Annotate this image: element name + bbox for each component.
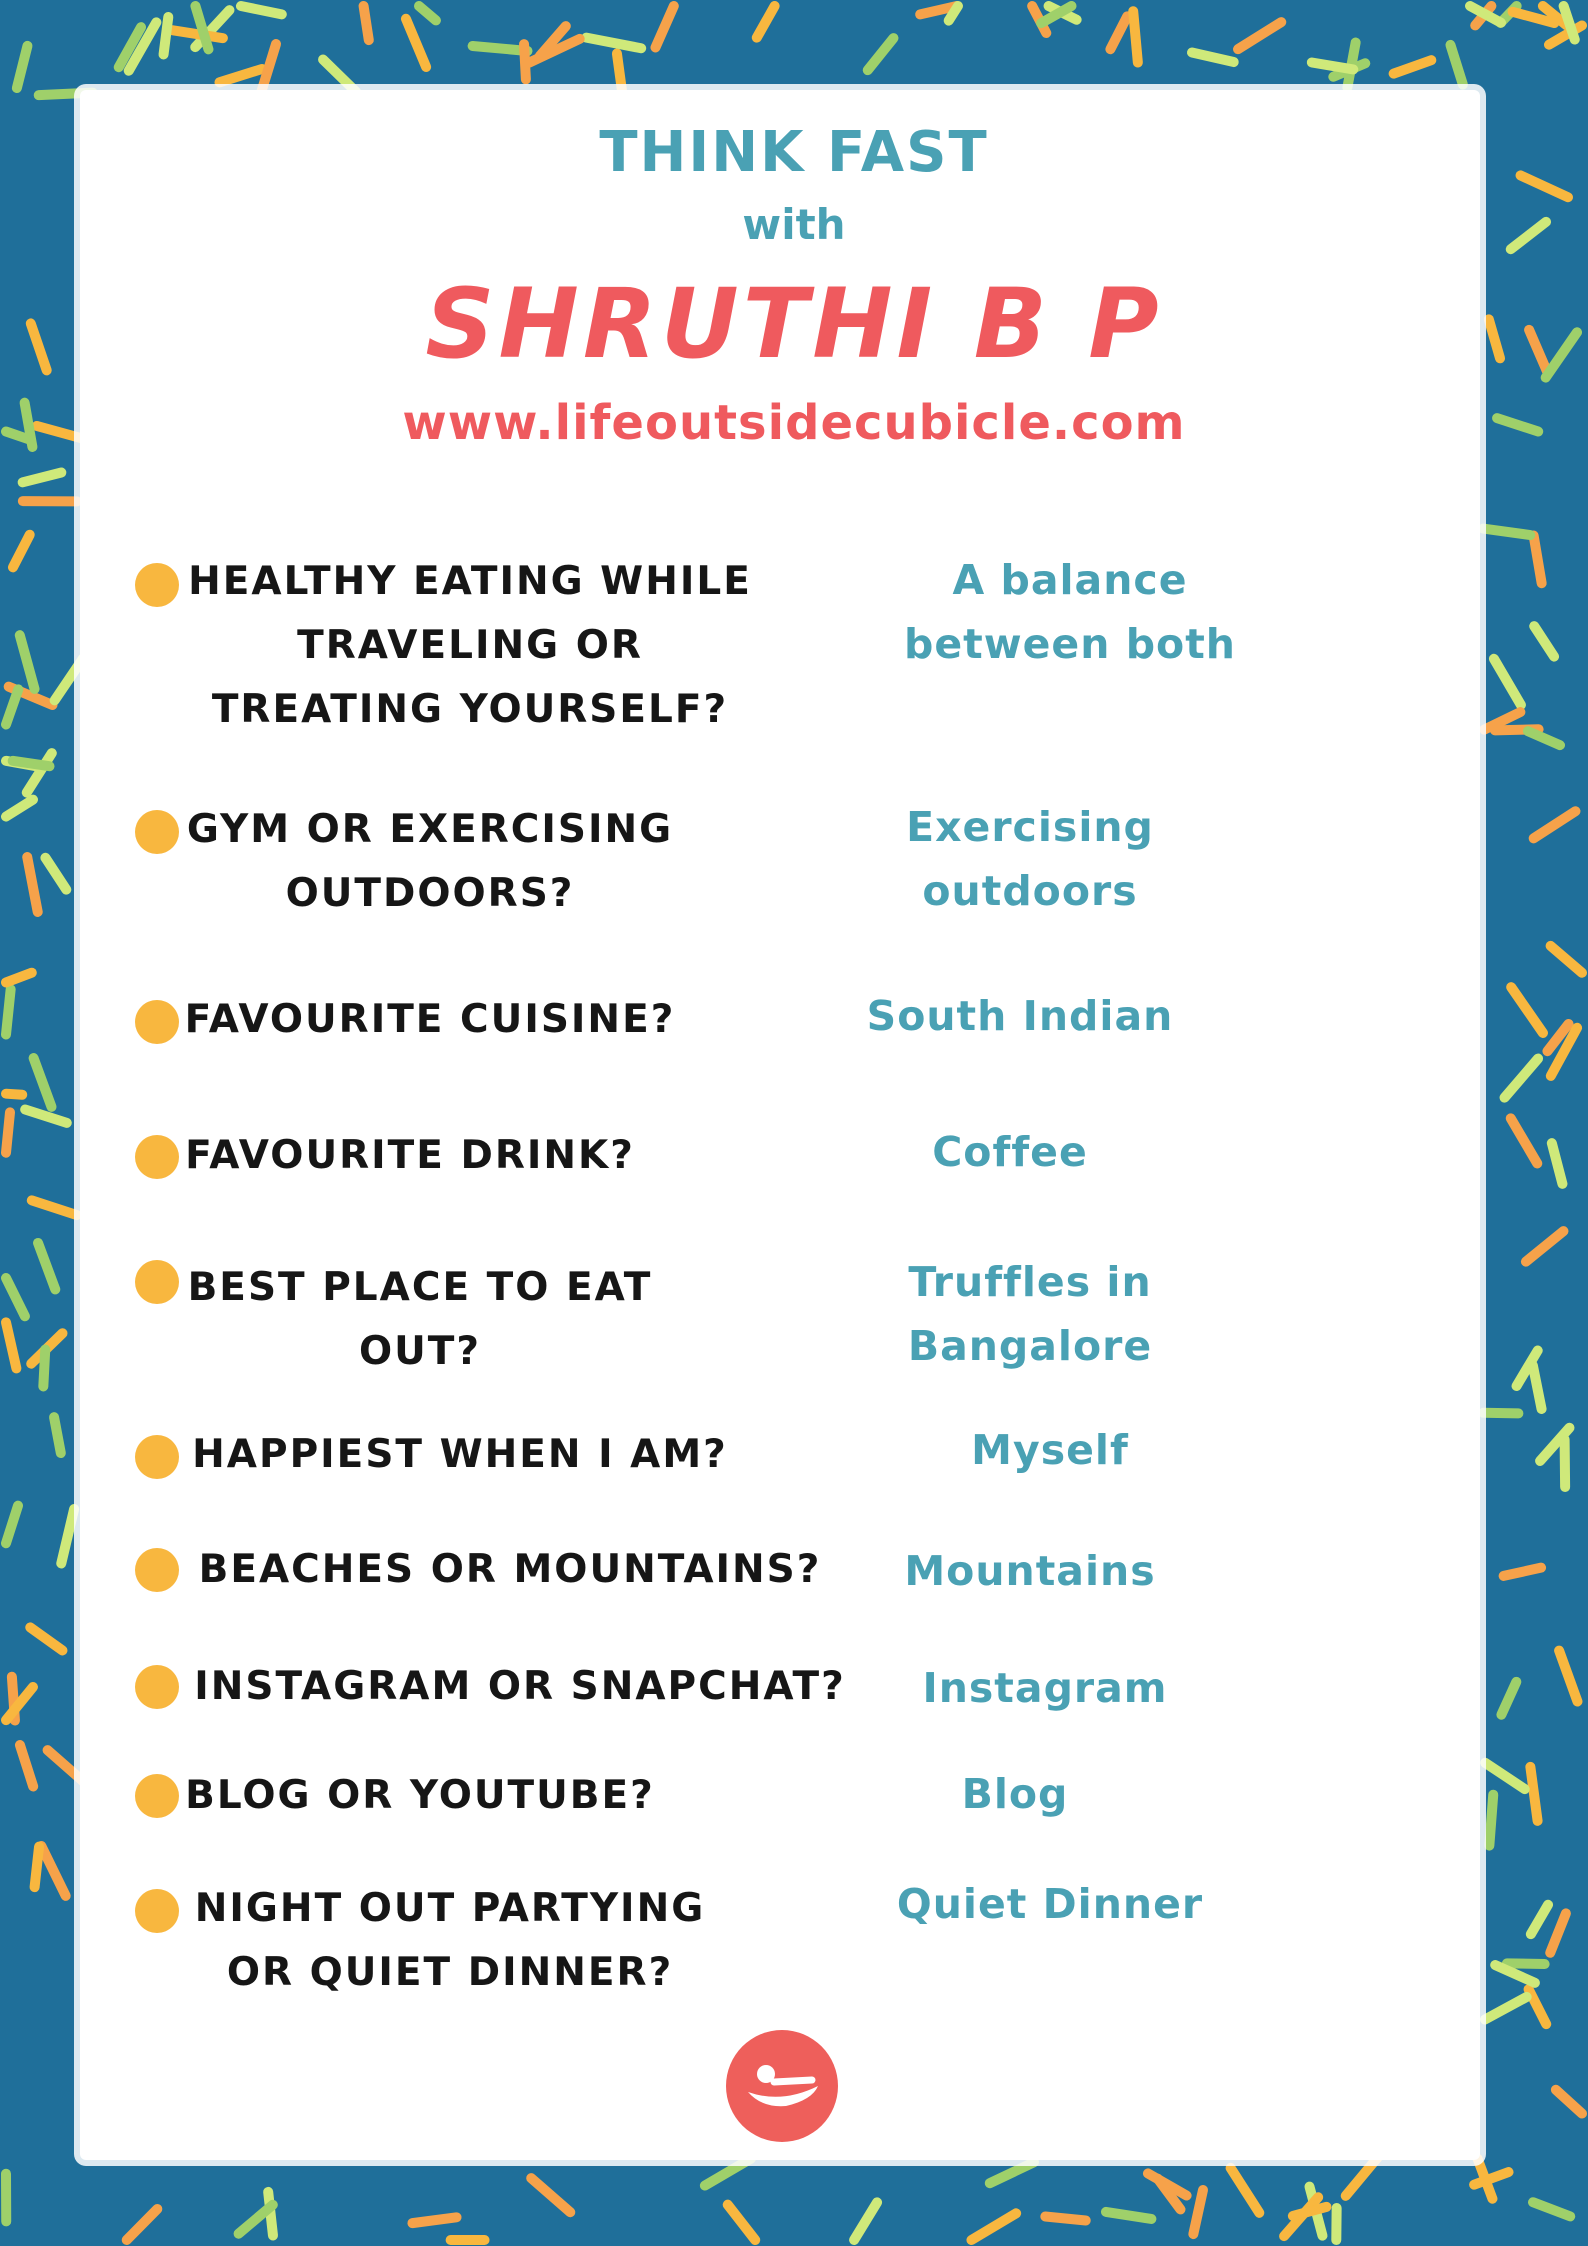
- confetti-sprinkle: [1483, 1413, 1518, 1414]
- confetti-sprinkle: [412, 2217, 456, 2223]
- reclining-person-logo-icon: [726, 2030, 838, 2142]
- confetti-sprinkle: [1533, 2202, 1570, 2216]
- answer-text: South Indian: [866, 992, 1174, 1040]
- confetti-sprinkle: [241, 6, 282, 14]
- confetti-sprinkle: [6, 1322, 16, 1368]
- confetti-sprinkle: [164, 17, 169, 54]
- confetti-sprinkle: [1511, 1118, 1537, 1163]
- confetti-sprinkle: [25, 1109, 67, 1122]
- confetti-sprinkle: [1193, 2190, 1203, 2234]
- confetti-sprinkle: [854, 2202, 877, 2240]
- confetti-sprinkle: [406, 19, 426, 67]
- confetti-sprinkle: [617, 53, 622, 89]
- confetti-sprinkle: [1556, 2090, 1582, 2114]
- confetti-sprinkle: [728, 2205, 755, 2240]
- confetti-sprinkle: [323, 60, 356, 92]
- title-with: with: [742, 200, 846, 249]
- confetti-sprinkle: [30, 1627, 62, 1650]
- confetti-sprinkle: [868, 38, 894, 70]
- confetti-sprinkle: [1505, 1059, 1539, 1098]
- answer-text: Exercising outdoors: [906, 803, 1154, 915]
- confetti-sprinkle: [6, 989, 11, 1034]
- confetti-sprinkle: [531, 2178, 570, 2212]
- bullet-icon: [135, 1548, 179, 1592]
- confetti-sprinkle: [1110, 16, 1127, 49]
- confetti-sprinkle: [1534, 536, 1542, 584]
- confetti-sprinkle: [1526, 1231, 1564, 1261]
- bullet-icon: [135, 810, 179, 854]
- bullet-icon: [135, 1774, 179, 1818]
- confetti-sprinkle: [586, 38, 641, 49]
- confetti-sprinkle: [27, 857, 37, 912]
- confetti-sprinkle: [1312, 62, 1353, 69]
- confetti-sprinkle: [1534, 811, 1576, 838]
- answer-text: Coffee: [932, 1128, 1088, 1176]
- confetti-sprinkle: [705, 2159, 751, 2186]
- confetti-sprinkle: [1534, 626, 1554, 656]
- confetti-sprinkle: [35, 1847, 39, 1888]
- confetti-sprinkle: [41, 1846, 65, 1896]
- confetti-sprinkle: [419, 6, 436, 20]
- confetti-sprinkle: [20, 1745, 33, 1786]
- confetti-sprinkle: [61, 1509, 74, 1563]
- confetti-sprinkle: [1238, 22, 1281, 49]
- question-text: NIGHT OUT PARTYING OR QUIET DINNER?: [194, 1886, 706, 1995]
- confetti-sprinkle: [6, 1278, 25, 1316]
- confetti-sprinkle: [1559, 1651, 1577, 1702]
- confetti-sprinkle: [1346, 2154, 1381, 2196]
- confetti-sprinkle: [1552, 1143, 1563, 1184]
- question-text: GYM OR EXERCISING OUTDOORS?: [186, 807, 674, 916]
- confetti-sprinkle: [1530, 1767, 1537, 1821]
- confetti-sprinkle: [1450, 45, 1462, 85]
- question-text: BEACHES OR MOUNTAINS?: [198, 1547, 822, 1592]
- answer-text: Truffles in Bangalore: [907, 1258, 1153, 1370]
- answer-text: A balance between both: [903, 556, 1236, 668]
- confetti-sprinkle: [6, 689, 18, 724]
- confetti-sprinkle: [655, 6, 673, 47]
- confetti-sprinkle: [1529, 1989, 1547, 2024]
- confetti-sprinkle: [1501, 1682, 1516, 1715]
- answer-text: Instagram: [922, 1664, 1168, 1712]
- confetti-sprinkle: [127, 2209, 158, 2240]
- bullet-icon: [135, 1000, 179, 1044]
- confetti-sprinkle: [13, 761, 50, 766]
- confetti-sprinkle: [13, 535, 30, 568]
- confetti-sprinkle: [6, 1506, 18, 1544]
- confetti-sprinkle: [1192, 52, 1234, 62]
- confetti-sprinkle: [6, 800, 33, 817]
- confetti-sprinkle: [1511, 987, 1543, 1033]
- bullet-icon: [135, 1889, 179, 1933]
- website-url[interactable]: www.lifeoutsidecubicle.com: [402, 395, 1186, 451]
- confetti-sprinkle: [1494, 659, 1521, 705]
- confetti-sprinkle: [1045, 2217, 1085, 2221]
- confetti-sprinkle: [1133, 11, 1138, 62]
- confetti-sprinkle: [6, 973, 32, 983]
- confetti-sprinkle: [1106, 2212, 1151, 2219]
- confetti-sprinkle: [1489, 1795, 1493, 1846]
- confetti-sprinkle: [6, 1094, 22, 1095]
- question-text: INSTAGRAM OR SNAPCHAT?: [194, 1664, 846, 1709]
- confetti-sprinkle: [23, 473, 62, 483]
- confetti-sprinkle: [1504, 1568, 1541, 1576]
- answer-text: Myself: [971, 1426, 1129, 1474]
- confetti-sprinkle: [6, 1112, 10, 1152]
- confetti-sprinkle: [220, 69, 262, 82]
- answer-text: Quiet Dinner: [896, 1880, 1204, 1928]
- question-text: FAVOURITE CUISINE?: [184, 997, 676, 1042]
- confetti-sprinkle: [1565, 1439, 1566, 1487]
- confetti-sprinkle: [20, 635, 35, 689]
- confetti-sprinkle: [990, 2162, 1034, 2183]
- question-text: HEALTHY EATING WHILE TRAVELING OR TREATING YOURSELF?: [188, 559, 752, 732]
- bullet-icon: [135, 1260, 179, 1304]
- confetti-sprinkle: [1485, 1763, 1525, 1789]
- confetti-sprinkle: [54, 1417, 61, 1453]
- confetti-sprinkle: [1485, 1997, 1527, 2020]
- answer-text: Blog: [961, 1770, 1069, 1818]
- confetti-sprinkle: [1533, 1365, 1542, 1409]
- confetti-sprinkle: [32, 1200, 77, 1215]
- bullet-icon: [135, 1665, 179, 1709]
- question-text: HAPPIEST WHEN I AM?: [192, 1432, 728, 1477]
- confetti-sprinkle: [1531, 1905, 1548, 1934]
- confetti-sprinkle: [971, 2213, 1016, 2240]
- confetti-sprinkle: [1528, 731, 1560, 745]
- confetti-sprinkle: [1507, 1963, 1545, 1964]
- bullet-icon: [135, 1435, 179, 1479]
- question-text: FAVOURITE DRINK?: [185, 1133, 635, 1178]
- question-text: BEST PLACE TO EAT OUT?: [187, 1265, 653, 1374]
- bullet-icon: [135, 1135, 179, 1179]
- confetti-sprinkle: [1483, 529, 1530, 536]
- confetti-sprinkle: [1394, 60, 1432, 73]
- confetti-sprinkle: [364, 6, 369, 40]
- confetti-sprinkle: [17, 46, 28, 88]
- confetti-sprinkle: [757, 6, 775, 38]
- confetti-sprinkle: [1478, 2159, 1493, 2199]
- answer-text: Mountains: [904, 1547, 1156, 1595]
- page-title: THINK FAST: [599, 120, 989, 185]
- confetti-sprinkle: [38, 1243, 55, 1289]
- confetti-sprinkle: [1551, 946, 1582, 973]
- question-text: BLOG OR YOUTUBE?: [185, 1773, 655, 1818]
- confetti-sprinkle: [1550, 1913, 1566, 1952]
- confetti-sprinkle: [34, 1058, 52, 1107]
- confetti-sprinkle: [1231, 2168, 1260, 2213]
- confetti-sprinkle: [45, 858, 66, 890]
- confetti-sprinkle: [43, 1349, 45, 1386]
- author-name: SHRUTHI B P: [425, 268, 1163, 380]
- confetti-sprinkle: [55, 658, 83, 700]
- bullet-icon: [135, 563, 179, 607]
